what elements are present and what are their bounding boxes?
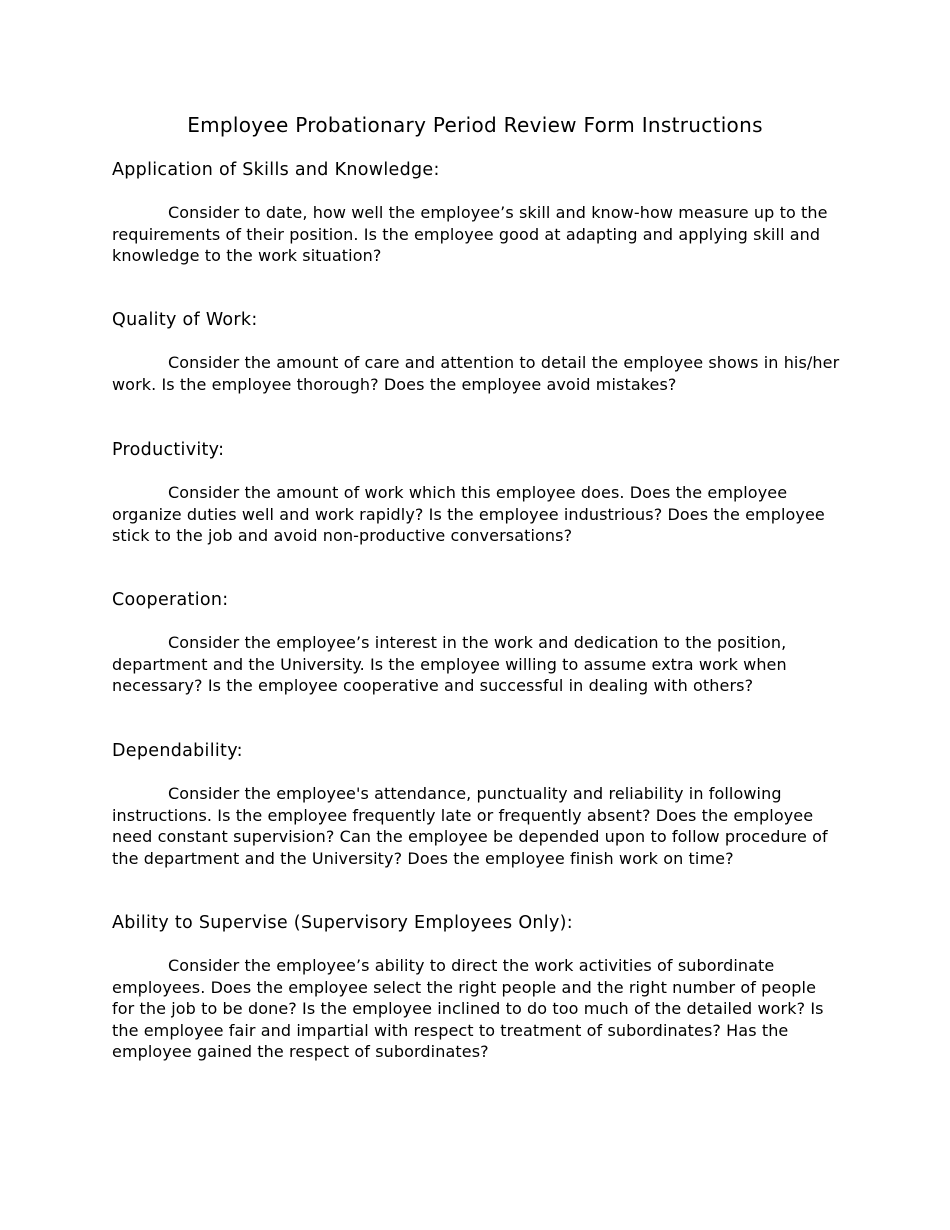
section-application-of-skills [112,159,842,267]
section-heading: Productivity: [112,440,225,460]
section-quality-of-work [112,309,842,395]
section-heading: Dependability: [112,741,243,761]
section-heading: Ability to Supervise (Supervisory Employees Only): [112,913,573,933]
section-heading: Cooperation: [112,590,229,610]
section-body: Consider the employee’s interest in the work and dedication to the position, department and the University. Is the employee willing to assume extra work when necessary? Is the employee cooperative and successful in dealing with others? [112,633,787,696]
section-body: Consider the employee’s ability to direct the work activities of subordinate employees. Does the employee select the right people and the right number of people for the job to be done? Is the employee inclined to do too much of the detailed work? Is the employee fair and impartial with respect to treatment of subordinates? Has the employee gained the respect of subordinates? [112,956,824,1062]
section-body: Consider the amount of care and attention to detail the employee shows in his/her work. Is the employee thorough? Does the employee avoid mistakes? [112,353,840,394]
section-body: Consider to date, how well the employee’s skill and know-how measure up to the requirements of their position. Is the employee good at adapting and applying skill and knowledge to the work situation? [112,203,828,266]
section-productivity [112,439,842,547]
section-body: Consider the amount of work which this employee does. Does the employee organize duties well and work rapidly? Is the employee industrious? Does the employee stick to the job and avoid non-productive conversations? [112,483,825,546]
section-heading: Application of Skills and Knowledge: [112,160,440,180]
document-title: Employee Probationary Period Review Form Instructions [187,113,763,137]
section-dependability [112,740,842,869]
section-ability-to-supervise [112,912,842,1063]
section-heading: Quality of Work: [112,310,258,330]
section-cooperation [112,589,842,697]
section-body: Consider the employee's attendance, punctuality and reliability in following instructions. Is the employee frequently late or frequently absent? Does the employee need constant supervision? Can the employee be depended upon to follow procedure of the department and the University? Does the employee finish work on time? [112,784,828,868]
